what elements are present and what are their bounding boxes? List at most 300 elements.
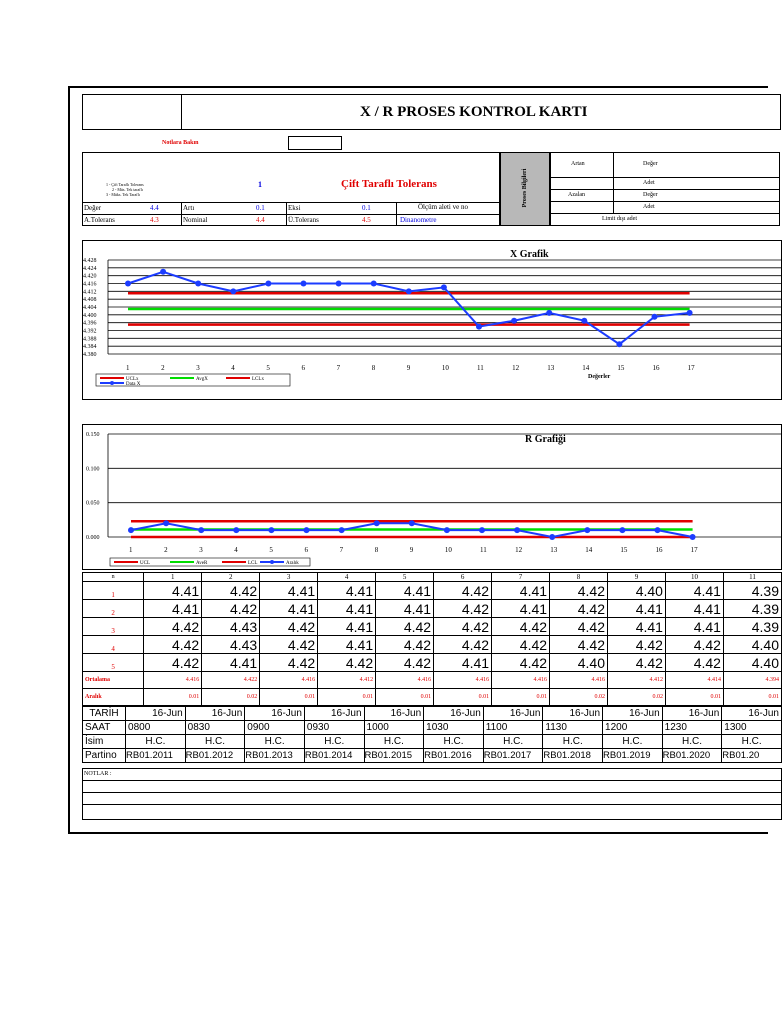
r-chart-data-point	[304, 527, 310, 533]
r-chart-x-tick-label: 6	[304, 546, 308, 554]
measurement-cell[interactable]: 4.41	[665, 618, 723, 636]
isim-cell[interactable]: H.C.	[245, 735, 305, 749]
measurement-cell[interactable]: 4.41	[665, 600, 723, 618]
r-chart-x-tick-label: 9	[409, 546, 414, 554]
x-chart-y-tick-label: 4.392	[83, 328, 97, 335]
isim-cell[interactable]: H.C.	[185, 735, 245, 749]
r-chart-x-tick-label: 17	[690, 546, 698, 554]
saat-label[interactable]: SAAT	[83, 721, 126, 735]
x-chart-data-point	[476, 324, 482, 330]
measurement-cell[interactable]: 4.41	[260, 600, 318, 618]
r-chart-data-point	[198, 527, 204, 533]
partino-cell[interactable]: RB01.2016	[424, 749, 484, 763]
x-chart-data-point	[616, 341, 622, 347]
spec-divider-1	[181, 202, 182, 226]
x-chart-y-tick-label: 4.424	[83, 265, 97, 272]
measurement-cell[interactable]: 4.42	[665, 654, 723, 672]
tolerance-legend: 1 - Çift Taraflı Tolerans 2 - Müs. Tek taraflı 3 - Müks. Tek Taraflı	[106, 182, 144, 197]
r-chart-x-tick-label: 8	[374, 546, 379, 554]
measurement-cell[interactable]: 4.42	[376, 654, 434, 672]
x-chart-x-tick-label: 3	[196, 364, 200, 372]
measurement-cell[interactable]: 4.42	[260, 618, 318, 636]
x-chart-y-tick-label: 4.428	[83, 258, 97, 264]
measurement-cell[interactable]: 4.43	[202, 636, 260, 654]
limit-disi-label: Limit dışı adet	[602, 216, 637, 222]
x-chart-data-point	[652, 314, 658, 320]
table-row	[83, 672, 782, 689]
tolerance-type-value[interactable]: 1	[258, 180, 262, 189]
measurement-cell[interactable]: 4.41	[376, 600, 434, 618]
notes-label: NOTLAR :	[84, 771, 112, 777]
x-chart-legend-label: AvgX	[196, 377, 208, 382]
saat-cell[interactable]: 0900	[245, 721, 305, 735]
x-chart-x-tick-label: 14	[582, 364, 590, 372]
ortalama-cell: 4.416	[376, 672, 434, 689]
measurement-cell[interactable]: 4.42	[202, 582, 260, 600]
artan-label: Artan	[571, 161, 585, 167]
measurement-cell[interactable]: 4.41	[665, 582, 723, 600]
logo-box	[82, 94, 182, 130]
azalan-label: Azalan	[568, 192, 585, 198]
x-chart-title: X Grafik	[510, 249, 549, 260]
measurement-cell[interactable]: 4.39	[723, 582, 781, 600]
deger-label: Değer	[84, 204, 102, 212]
tarih-cell[interactable]: 16-Jun	[304, 707, 364, 721]
r-chart-data-point	[409, 520, 415, 526]
partino-cell[interactable]: RB01.2014	[304, 749, 364, 763]
x-chart-x-tick-label: 15	[617, 364, 625, 372]
measurement-cell[interactable]: 4.40	[723, 636, 781, 654]
r-chart-x-tick-label: 5	[269, 546, 273, 554]
saat-cell[interactable]: 1230	[662, 721, 722, 735]
column-header: 3	[260, 573, 318, 582]
x-chart-data-point	[406, 288, 412, 294]
table-row	[83, 618, 782, 636]
notes-ref-box[interactable]	[288, 136, 342, 150]
u-tolerans-label: Ü.Tolerans	[288, 216, 319, 224]
x-chart-y-tick-label: 4.408	[83, 297, 97, 304]
r-chart	[70, 424, 770, 570]
control-chart-sheet	[68, 86, 779, 834]
isim-cell[interactable]: H.C.	[304, 735, 364, 749]
isim-cell[interactable]: H.C.	[483, 735, 543, 749]
measurement-cell[interactable]: 4.42	[608, 654, 666, 672]
saat-cell[interactable]: 0800	[126, 721, 186, 735]
measurement-cell[interactable]: 4.42	[318, 654, 376, 672]
measurement-cell[interactable]: 4.42	[434, 582, 492, 600]
table-row	[83, 600, 782, 618]
r-chart-x-tick-label: 1	[129, 546, 133, 554]
x-chart-x-tick-label: 6	[301, 364, 305, 372]
x-chart	[70, 240, 770, 400]
measurement-cell[interactable]: 4.41	[260, 582, 318, 600]
r-chart-data-point	[584, 527, 590, 533]
x-chart-x-tick-label: 17	[687, 364, 695, 372]
partino-cell[interactable]: RB01.20	[722, 749, 782, 763]
ortalama-cell: 4.394	[723, 672, 781, 689]
isim-cell[interactable]: H.C.	[722, 735, 782, 749]
x-chart-y-tick-label: 4.384	[83, 344, 97, 351]
isim-cell[interactable]: H.C.	[126, 735, 186, 749]
partino-cell[interactable]: RB01.2018	[543, 749, 603, 763]
saat-cell[interactable]: 1130	[543, 721, 603, 735]
x-chart-legend-marker	[110, 381, 114, 385]
aralik-cell: 0.01	[723, 689, 781, 706]
notes-reference: Notlara Bakın	[162, 140, 199, 146]
measurement-cell[interactable]: 4.39	[723, 600, 781, 618]
x-chart-x-tick-label: 8	[371, 364, 376, 372]
table-row	[83, 654, 782, 672]
arti-value[interactable]: 0.1	[256, 204, 265, 212]
r-chart-y-tick-label: 0.000	[86, 535, 100, 541]
tarih-cell[interactable]: 16-Jun	[245, 707, 305, 721]
aralik-cell: 0.01	[434, 689, 492, 706]
ortalama-label: Ortalama	[83, 672, 144, 689]
measurement-cell[interactable]: 4.42	[434, 600, 492, 618]
saat-cell[interactable]: 1030	[424, 721, 484, 735]
olcum-label: Ölçüm aleti ve no	[418, 203, 468, 211]
saat-cell[interactable]: 0930	[304, 721, 364, 735]
column-header: 11	[723, 573, 781, 582]
r-chart-x-tick-label: 7	[339, 546, 344, 554]
r-chart-data-point	[233, 527, 239, 533]
x-chart-data-point	[195, 281, 201, 287]
aralik-cell: 0.02	[608, 689, 666, 706]
measurement-cell[interactable]: 4.40	[608, 582, 666, 600]
sample-row-label: 3	[83, 618, 144, 636]
aralik-cell: 0.02	[550, 689, 608, 706]
page-title: X / R PROSES KONTROL KARTI	[360, 104, 588, 120]
eksi-label: Eksi	[288, 204, 301, 212]
saat-cell[interactable]: 1300	[722, 721, 782, 735]
eksi-value[interactable]: 0.1	[362, 204, 371, 212]
r-chart-y-tick-label: 0.150	[86, 432, 100, 438]
measurement-cell[interactable]: 4.40	[550, 654, 608, 672]
aralik-cell: 0.01	[376, 689, 434, 706]
r-chart-x-tick-label: 14	[585, 546, 593, 554]
r-chart-x-tick-label: 11	[480, 546, 487, 554]
notes-line-3	[82, 804, 782, 805]
measurement-cell[interactable]: 4.42	[260, 654, 318, 672]
measurement-cell[interactable]: 4.41	[376, 582, 434, 600]
table-row	[83, 573, 782, 582]
notes-line-1	[82, 780, 782, 781]
sample-row-label: 1	[83, 582, 144, 600]
r-chart-x-tick-label: 13	[550, 546, 558, 554]
isim-cell[interactable]: H.C.	[543, 735, 603, 749]
saat-cell[interactable]: 1000	[364, 721, 424, 735]
isim-cell[interactable]: H.C.	[424, 735, 484, 749]
tarih-cell[interactable]: 16-Jun	[722, 707, 782, 721]
column-header: 7	[492, 573, 550, 582]
r-chart-legend-label: Aralık	[286, 561, 299, 566]
r-chart-data-point	[514, 527, 520, 533]
ortalama-cell: 4.422	[202, 672, 260, 689]
column-header: 9	[608, 573, 666, 582]
x-chart-x-tick-label: 5	[266, 364, 270, 372]
table-row	[83, 636, 782, 654]
measurement-cell[interactable]: 4.40	[723, 654, 781, 672]
column-header: 1	[144, 573, 202, 582]
tarih-cell[interactable]: 16-Jun	[126, 707, 186, 721]
measurement-cell[interactable]: 4.42	[492, 618, 550, 636]
nominal-value: 4.4	[256, 216, 265, 224]
aralik-cell: 0.01	[665, 689, 723, 706]
azalan-deger-label: Değer	[643, 192, 658, 198]
notes-area[interactable]	[82, 768, 782, 820]
proses-vline	[613, 152, 614, 213]
r-chart-x-tick-label: 3	[199, 546, 203, 554]
saat-cell[interactable]: 1100	[483, 721, 543, 735]
saat-cell[interactable]: 0830	[185, 721, 245, 735]
measurement-cell[interactable]: 4.41	[492, 600, 550, 618]
ortalama-cell: 4.412	[608, 672, 666, 689]
u-tolerans-value: 4.5	[362, 216, 371, 224]
sample-row-label: 4	[83, 636, 144, 654]
partino-cell[interactable]: RB01.2017	[483, 749, 543, 763]
x-chart-legend-label: LCLx	[252, 377, 264, 382]
measurement-cell[interactable]: 4.41	[318, 636, 376, 654]
x-chart-y-tick-label: 4.416	[83, 281, 97, 288]
partino-cell[interactable]: RB01.2015	[364, 749, 424, 763]
aralik-cell: 0.02	[202, 689, 260, 706]
ortalama-cell: 4.416	[550, 672, 608, 689]
n-header: n	[83, 573, 144, 582]
deger-value[interactable]: 4.4	[150, 204, 159, 212]
x-chart-legend-label: Data X	[126, 382, 141, 387]
r-chart-title: R Grafiği	[525, 434, 566, 445]
x-chart-data-point	[511, 318, 517, 324]
ortalama-cell: 4.416	[434, 672, 492, 689]
column-header: 2	[202, 573, 260, 582]
r-chart-y-tick-label: 0.100	[86, 466, 100, 473]
ortalama-cell: 4.416	[144, 672, 202, 689]
x-chart-data-point	[581, 318, 587, 324]
arti-label: Artı	[183, 204, 195, 212]
r-chart-data-point	[655, 527, 661, 533]
x-chart-y-tick-label: 4.388	[83, 336, 97, 343]
x-chart-x-tick-label: 13	[547, 364, 555, 372]
info-row	[83, 707, 782, 721]
measurement-cell[interactable]: 4.42	[144, 618, 202, 636]
ortalama-cell: 4.412	[318, 672, 376, 689]
measurement-cell[interactable]: 4.43	[202, 618, 260, 636]
saat-cell[interactable]: 1200	[603, 721, 663, 735]
x-chart-x-tick-label: 7	[336, 364, 341, 372]
info-row	[83, 721, 782, 735]
x-chart-legend-label: UCLx	[126, 377, 139, 382]
measurement-cell[interactable]: 4.42	[260, 636, 318, 654]
x-chart-data-point	[546, 310, 552, 316]
measurement-cell[interactable]: 4.41	[608, 600, 666, 618]
r-chart-data-point	[339, 527, 345, 533]
ortalama-cell: 4.414	[665, 672, 723, 689]
partino-cell[interactable]: RB01.2011	[126, 749, 186, 763]
column-header: 10	[665, 573, 723, 582]
tarih-cell[interactable]: 16-Jun	[662, 707, 722, 721]
column-header: 5	[376, 573, 434, 582]
instrument-value[interactable]: Dinanometre	[400, 216, 437, 224]
r-chart-x-tick-label: 4	[234, 546, 238, 554]
r-chart-legend-label: LCL	[248, 561, 258, 566]
column-header: 6	[434, 573, 492, 582]
measurement-cell[interactable]: 4.42	[550, 636, 608, 654]
x-chart-data-point	[441, 284, 447, 290]
measurement-cell[interactable]: 4.42	[608, 636, 666, 654]
measurement-cell[interactable]: 4.41	[492, 582, 550, 600]
x-chart-data-point	[371, 281, 377, 287]
r-chart-data-point	[128, 527, 134, 533]
x-chart-data-point	[125, 281, 131, 287]
aralik-cell: 0.01	[144, 689, 202, 706]
x-chart-x-tick-label: 16	[652, 364, 660, 372]
column-header: 4	[318, 573, 376, 582]
r-chart-x-tick-label: 10	[444, 546, 452, 554]
measurement-cell[interactable]: 4.41	[318, 582, 376, 600]
tarih-cell[interactable]: 16-Jun	[483, 707, 543, 721]
azalan-adet-label: Adet	[643, 204, 655, 210]
r-chart-data-point	[479, 527, 485, 533]
x-chart-y-tick-label: 4.396	[83, 320, 97, 327]
a-tolerans-value: 4.3	[150, 216, 159, 224]
measurement-cell[interactable]: 4.42	[376, 618, 434, 636]
x-chart-y-tick-label: 4.404	[83, 305, 97, 311]
r-chart-x-tick-label: 2	[164, 546, 168, 554]
x-chart-x-tick-label: 11	[477, 364, 484, 372]
nominal-label: Nominal	[183, 216, 208, 224]
measurement-cell[interactable]: 4.39	[723, 618, 781, 636]
info-row	[83, 735, 782, 749]
spec-divider-3	[396, 202, 397, 226]
r-chart-data-point	[374, 520, 380, 526]
r-chart-legend-label: UCL	[140, 561, 150, 566]
sample-row-label: 5	[83, 654, 144, 672]
ortalama-cell: 4.416	[492, 672, 550, 689]
x-chart-y-tick-label: 4.412	[83, 289, 97, 296]
sample-row-label: 2	[83, 600, 144, 618]
measurement-cell[interactable]: 4.42	[376, 636, 434, 654]
tarih-cell[interactable]: 16-Jun	[364, 707, 424, 721]
tarih-label[interactable]: TARİH	[83, 707, 126, 721]
notes-line-2	[82, 792, 782, 793]
measurement-cell[interactable]: 4.42	[144, 636, 202, 654]
tarih-cell[interactable]: 16-Jun	[603, 707, 663, 721]
measurement-cell[interactable]: 4.41	[318, 618, 376, 636]
partino-cell[interactable]: RB01.2020	[662, 749, 722, 763]
tarih-cell[interactable]: 16-Jun	[543, 707, 603, 721]
measurement-table	[82, 572, 782, 706]
x-chart-y-tick-label: 4.380	[83, 352, 97, 358]
proses-hline-2	[550, 189, 780, 190]
x-chart-data-point	[230, 288, 236, 294]
r-chart-x-tick-label: 16	[655, 546, 663, 554]
ortalama-cell: 4.416	[260, 672, 318, 689]
artan-adet-label: Adet	[643, 180, 655, 186]
x-chart-data-point	[301, 281, 307, 287]
sample-info-table	[82, 706, 782, 763]
measurement-cell[interactable]: 4.42	[550, 582, 608, 600]
x-chart-x-tick-label: 12	[512, 364, 520, 372]
measurement-cell[interactable]: 4.41	[318, 600, 376, 618]
partino-cell[interactable]: RB01.2012	[185, 749, 245, 763]
measurement-cell[interactable]: 4.42	[144, 654, 202, 672]
measurement-cell[interactable]: 4.41	[144, 600, 202, 618]
r-chart-data-point	[268, 527, 274, 533]
x-chart-data-point	[687, 310, 693, 316]
measurement-cell[interactable]: 4.41	[144, 582, 202, 600]
r-chart-data-point	[549, 534, 555, 540]
table-row	[83, 582, 782, 600]
measurement-cell[interactable]: 4.42	[550, 600, 608, 618]
measurement-cell[interactable]: 4.42	[434, 636, 492, 654]
tarih-cell[interactable]: 16-Jun	[424, 707, 484, 721]
r-chart-data-point	[690, 534, 696, 540]
partino-cell[interactable]: RB01.2013	[245, 749, 305, 763]
proses-hline-1	[550, 177, 780, 178]
x-chart-x-tick-label: 1	[126, 364, 130, 372]
r-chart-legend-label: AveR	[196, 561, 208, 566]
x-chart-x-tick-label: 10	[441, 364, 449, 372]
r-chart-data-point	[163, 520, 169, 526]
aralik-cell: 0.01	[318, 689, 376, 706]
proses-label: Proses Bilgileri	[522, 168, 528, 208]
spec-divider-2	[286, 202, 287, 226]
isim-label[interactable]: İsim	[83, 735, 126, 749]
tarih-cell[interactable]: 16-Jun	[185, 707, 245, 721]
measurement-cell[interactable]: 4.42	[434, 618, 492, 636]
r-chart-data-point	[444, 527, 450, 533]
column-header: 8	[550, 573, 608, 582]
aralik-cell: 0.01	[492, 689, 550, 706]
measurement-cell[interactable]: 4.41	[608, 618, 666, 636]
measurement-cell[interactable]: 4.42	[492, 636, 550, 654]
r-chart-x-tick-label: 15	[620, 546, 628, 554]
isim-cell[interactable]: H.C.	[662, 735, 722, 749]
measurement-cell[interactable]: 4.42	[202, 600, 260, 618]
aralik-label: Aralık	[83, 689, 144, 706]
measurement-cell[interactable]: 4.41	[434, 654, 492, 672]
r-chart-y-tick-label: 0.050	[86, 500, 100, 507]
r-chart-legend-marker	[270, 560, 274, 564]
aralik-cell: 0.01	[260, 689, 318, 706]
x-chart-x-tick-label: 4	[231, 364, 235, 372]
measurement-cell[interactable]: 4.41	[202, 654, 260, 672]
x-chart-x-axis-label: Değerler	[588, 374, 611, 380]
partino-label[interactable]: Partino	[83, 749, 126, 763]
x-chart-data-point	[336, 281, 342, 287]
x-chart-data-point	[160, 269, 166, 275]
x-chart-x-tick-label: 9	[406, 364, 411, 372]
x-chart-x-tick-label: 2	[161, 364, 165, 372]
measurement-cell[interactable]: 4.42	[665, 636, 723, 654]
measurement-cell[interactable]: 4.42	[492, 654, 550, 672]
artan-deger-label: Değer	[643, 161, 658, 167]
partino-cell[interactable]: RB01.2019	[603, 749, 663, 763]
isim-cell[interactable]: H.C.	[603, 735, 663, 749]
a-tolerans-label: A.Tolerans	[84, 216, 115, 224]
table-row	[83, 689, 782, 706]
proses-hline-3	[550, 201, 780, 202]
info-row	[83, 749, 782, 763]
x-chart-y-tick-label: 4.420	[83, 273, 97, 280]
isim-cell[interactable]: H.C.	[364, 735, 424, 749]
r-chart-data-point	[619, 527, 625, 533]
proses-hline-4	[550, 213, 780, 214]
r-chart-x-tick-label: 12	[515, 546, 523, 554]
x-chart-y-tick-label: 4.400	[83, 312, 97, 319]
tolerance-type-label: Çift Taraflı Tolerans	[341, 178, 437, 190]
measurement-cell[interactable]: 4.42	[550, 618, 608, 636]
